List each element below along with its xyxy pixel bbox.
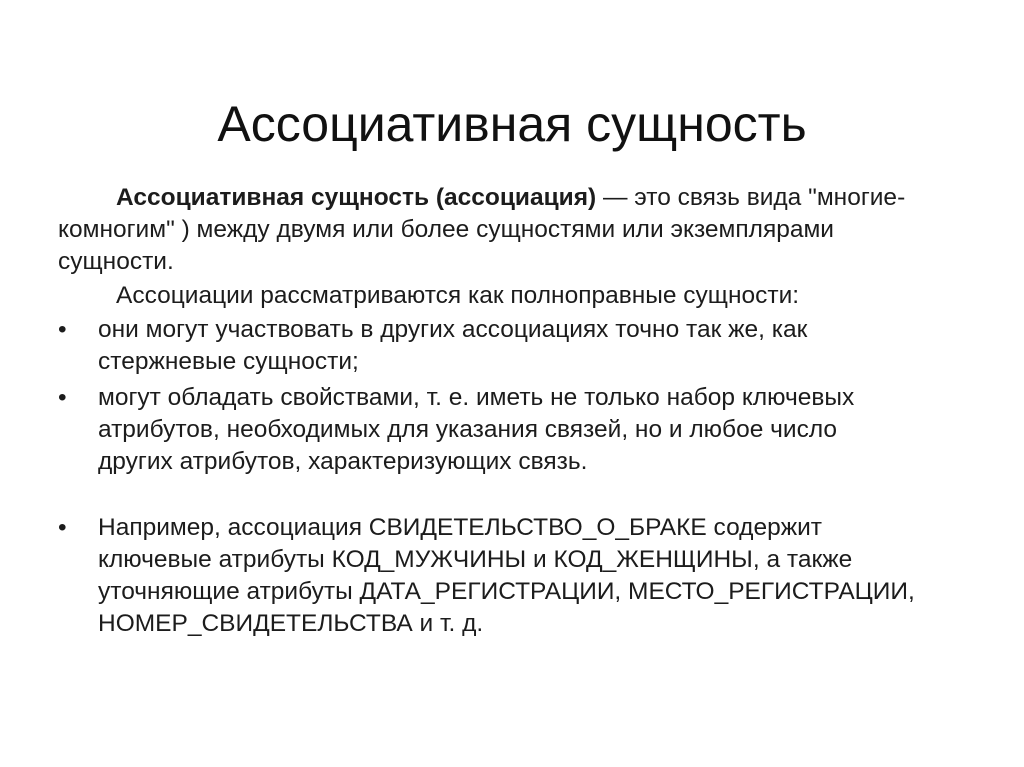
bullet-item-participation	[58, 314, 918, 378]
bullet-item-properties	[58, 382, 918, 478]
bullet-dot-icon: •	[58, 316, 67, 343]
slide-title: Ассоциативная сущность	[217, 95, 807, 152]
bullet-dot-icon: •	[58, 514, 67, 541]
bullet-dot-icon: •	[58, 384, 67, 411]
bullet-list	[58, 314, 918, 640]
intro-paragraph: Ассоциации рассматриваются как полноправные сущности:	[116, 282, 800, 309]
bullet-text: Например, ассоциация СВИДЕТЕЛЬСТВО_О_БРАКЕ содержит ключевые атрибуты КОД_МУЖЧИНЫ и КОД_ЖЕНЩИНЫ, а также уточняющие атрибуты ДАТА_РЕГИСТРАЦИИ, МЕСТО_РЕГИСТРАЦИИ, НОМЕР_СВИДЕТЕЛЬСТВА и т. д.	[98, 514, 915, 637]
definition-term: Ассоциативная сущность (ассоциация)	[116, 184, 597, 211]
slide-body	[58, 182, 918, 644]
definition-paragraph	[58, 182, 918, 278]
bullet-item-example	[58, 512, 918, 640]
definition-text: — это связь вида "многие-комногим" ) между двумя или более сущностями или экземплярами сущности.	[58, 184, 906, 275]
bullet-text: могут обладать свойствами, т. е. иметь не только набор ключевых атрибутов, необходимых для указания связей, но и любое число других атрибутов, характеризующих связь.	[98, 384, 855, 475]
bullet-text: они могут участвовать в других ассоциациях точно так же, как стержневые сущности;	[98, 316, 808, 375]
